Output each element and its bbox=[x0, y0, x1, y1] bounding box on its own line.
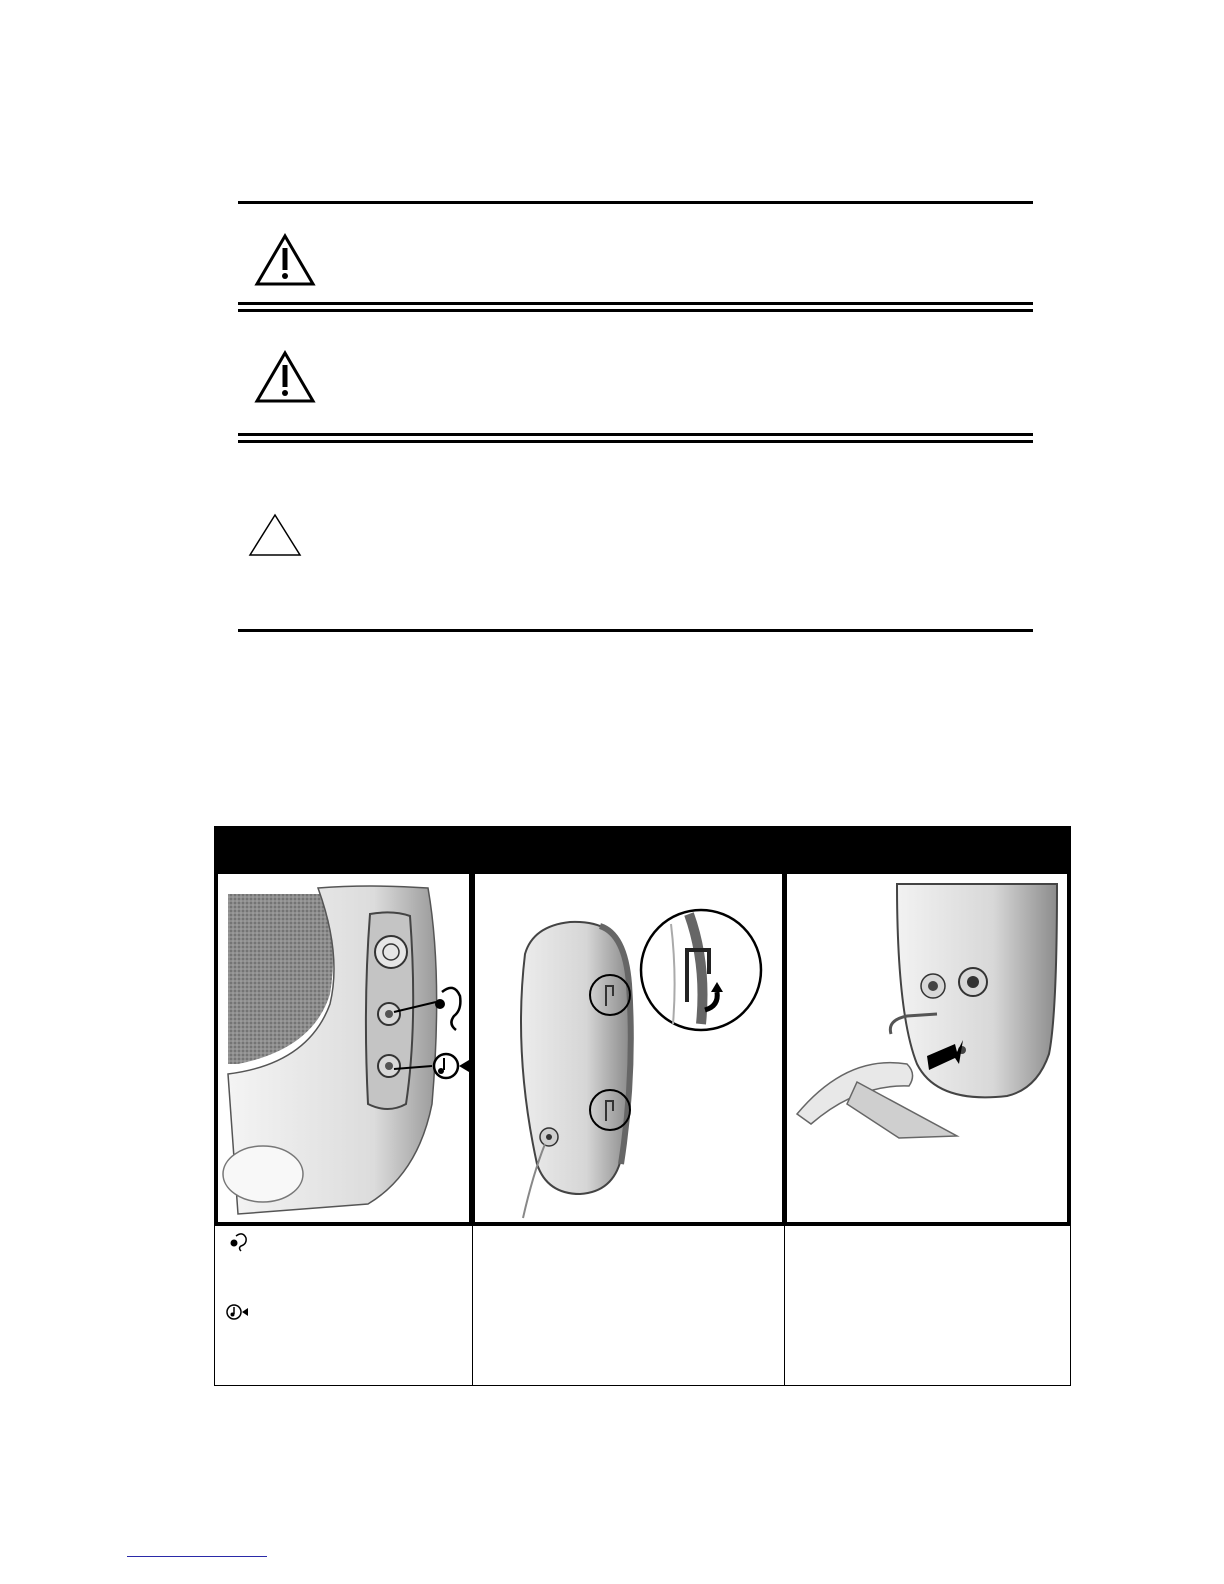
warning-triangle-icon bbox=[254, 233, 316, 287]
speaker-stand-attach-illustration bbox=[787, 874, 1067, 1222]
caption-cell-3 bbox=[784, 1226, 1071, 1386]
notice-bottom-rule bbox=[238, 629, 1033, 632]
illustration-panel-1 bbox=[214, 870, 473, 1226]
caption-cell-2 bbox=[472, 1226, 785, 1386]
caption-cell-1 bbox=[214, 1226, 473, 1386]
speaker-back-hooks-illustration bbox=[475, 874, 782, 1222]
illustration-panel-3 bbox=[783, 870, 1071, 1226]
table-header-bar bbox=[214, 826, 1071, 872]
footnote-separator bbox=[127, 1556, 267, 1557]
warning-triangle-icon bbox=[254, 350, 316, 404]
notice-divider-1a bbox=[238, 302, 1033, 305]
headphone-jack-icon bbox=[229, 1230, 249, 1252]
notice-top-rule bbox=[238, 201, 1033, 204]
caution-triangle-icon bbox=[248, 513, 302, 557]
speaker-front-controls-illustration bbox=[218, 874, 469, 1222]
audio-in-jack-icon bbox=[225, 1303, 249, 1321]
illustration-panel-2 bbox=[471, 870, 786, 1226]
notice-divider-2a bbox=[238, 433, 1033, 436]
notice-divider-2b bbox=[238, 440, 1033, 443]
notice-divider-1b bbox=[238, 309, 1033, 312]
